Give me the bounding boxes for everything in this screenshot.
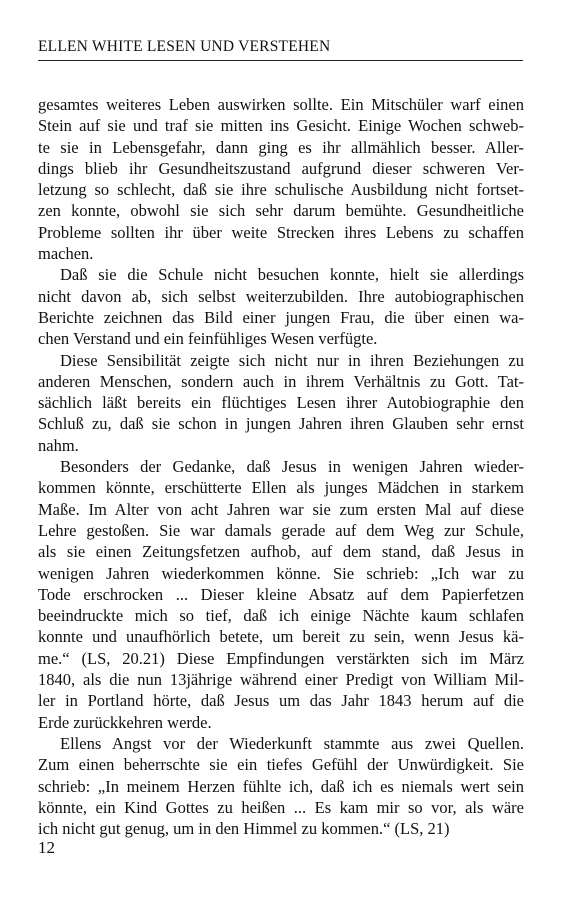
text-line: Berichte zeichnen das Bild einer jungen Frau, die über einen wa- [38,307,524,327]
text-line: schrieb: „In meinem Herzen fühlte ich, daß ich es niemals wert sein [38,776,524,796]
text-line: wenigen Jahren wiederkommen könne. Sie schrieb: „Ich war zu [38,563,524,583]
text-line: zen konnte, obwohl sie sich sehr darum bemühte. Gesundheitliche [38,201,524,221]
header-rule [38,60,523,61]
text-line: ich nicht gut genug, um in den Himmel zu kommen.“ (LS, 21) [38,819,450,839]
text-line: konnte und unaufhörlich betete, um bereit zu sein, wenn Jesus kä- [38,627,524,647]
text-line: 1840, als die nun 13jährige während einer Predigt von William Mil- [38,670,524,690]
text-line: Maße. Im Alter von acht Jahren war sie zum ersten Mal auf diese [38,499,524,519]
text-line: machen. [38,244,94,264]
body-text [38,94,524,839]
text-line: als sie einen Zeitungsfetzen aufhob, auf dem stand, daß Jesus in [38,542,524,562]
paragraph [38,94,524,264]
text-line: Lehre gestoßen. Sie war damals gerade auf dem Weg zur Schule, [38,520,524,540]
page-number: 12 [38,838,55,857]
text-line: Schluß zu, daß sie schon in jungen Jahren ihren Glauben sehr ernst [38,414,524,434]
text-line: beeindruckte mich so tief, daß ich einige Nächte kaum schlafen [38,606,524,626]
text-line: Stein auf sie und traf sie mitten ins Gesicht. Einige Wochen schweb- [38,116,524,136]
text-line: nicht davon ab, sich selbst weiterzubilden. Ihre autobiographischen [38,286,524,306]
text-line: letzung so schlecht, daß sie ihre schulische Ausbildung nicht fortset- [38,180,524,200]
text-line: Daß sie die Schule nicht besuchen konnte, hielt sie allerdings [60,265,524,285]
text-line: Probleme sollten ihr über weite Strecken ihres Lebens zu schaffen [38,222,524,242]
text-line: te sie in Lebensgefahr, dann ging es ihr allmählich besser. Aller- [38,137,524,157]
text-line: Zum einen beherrschte sie ein tiefes Gefühl der Unwürdigkeit. Sie [38,755,524,775]
text-line: me.“ (LS, 20.21) Diese Empfindungen verstärkten sich im März [38,648,524,668]
text-line: Tode erschrocken ... Dieser kleine Absatz auf dem Papierfetzen [38,584,524,604]
text-line: kommen könnte, erschütterte Ellen als junges Mädchen in starkem [38,478,524,498]
text-line: Besonders der Gedanke, daß Jesus in wenigen Jahren wieder- [60,457,524,477]
text-line: Diese Sensibilität zeigte sich nicht nur in ihren Beziehungen zu [60,350,524,370]
text-line: Ellens Angst vor der Wiederkunft stammte aus zwei Quellen. [60,733,524,753]
text-line: chen Verstand und ein feinfühliges Wesen verfügte. [38,329,378,349]
paragraph [38,456,524,733]
text-line: gesamtes weiteres Leben auswirken sollte. Ein Mitschüler warf einen [38,95,524,114]
text-line: sächlich läßt bereits ein flüchtiges Lesen ihrer Autobiographie den [38,393,524,413]
paragraph [38,264,524,349]
text-line: ler in Portland hörte, daß Jesus um das Jahr 1843 herum auf die [38,691,524,711]
text-line: dings blieb ihr Gesundheitszustand aufgrund dieser schweren Ver- [38,158,524,178]
text-line: könnte, ein Kind Gottes zu heißen ... Es kam mir so vor, als wäre [38,797,524,817]
paragraph [38,733,524,839]
text-line: nahm. [38,435,79,455]
paragraph [38,350,524,456]
text-line: anderen Menschen, sondern auch in ihrem Verhältnis zu Gott. Tat- [38,371,524,391]
running-head: ELLEN WHITE LESEN UND VERSTEHEN [38,38,331,55]
text-line: Erde zurückkehren werde. [38,712,212,732]
